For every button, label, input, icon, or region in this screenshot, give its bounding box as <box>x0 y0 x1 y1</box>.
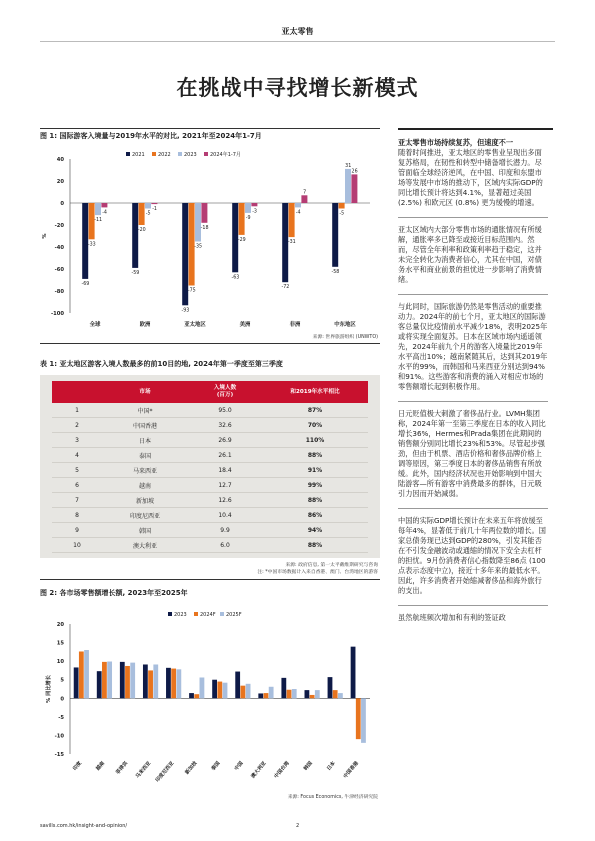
y-tick-label: 15 <box>56 640 64 647</box>
bar-2023 <box>305 690 310 698</box>
article-divider <box>398 508 548 509</box>
article-column <box>398 132 548 632</box>
y-tick-label: -5 <box>58 714 64 721</box>
category-label: 非洲 <box>289 322 301 328</box>
data-label: -33 <box>87 242 96 248</box>
cell-arrivals: 10.4 <box>188 508 262 523</box>
bar-2024F <box>148 670 153 698</box>
legend-swatch <box>168 612 172 616</box>
table-header-market: 市场 <box>102 381 188 403</box>
bar-2024F <box>102 662 107 698</box>
category-label: 印度尼西亚 <box>154 760 176 784</box>
cell-vs-2019: 91% <box>262 463 368 478</box>
cell-market: 新加坡 <box>102 493 188 508</box>
bar-2025F <box>200 677 205 698</box>
data-label: -29 <box>237 237 246 243</box>
fig1-chart <box>40 141 380 331</box>
table-header-rank <box>52 381 102 403</box>
bar-2025F <box>338 693 343 698</box>
article-paragraph-1: 随着时间推进，亚太地区的零售业呈现出多面复苏格局，在韧性和转型中储备增长潜力。尽管面临全球经济逆风，在中国、印度和东盟市场等发展中市场的推动下，区域内实际GDP的同比增长预计将达到4.1%，显著超过美国 (2.5%) 和欧元区 (0.8%) 更为缓慢的增速。 <box>398 148 543 207</box>
fig1-title: 图 1: 国际游客入境量与2019年水平的对比, 2021年至2024年1-7月 <box>40 132 262 140</box>
bar-2025F <box>315 690 320 698</box>
article-paragraph-2: 亚太区域内大部分零售市场的通胀情况有所缓解，通胀率多已降至或接近目标范围内。然而，尽管全年利率和政策利率趋于稳定，这并未完全转化为消费者信心，尤其在中国，对债务水平和商业前景的担忧进一步影响了消费情绪。 <box>398 225 542 284</box>
cell-rank: 7 <box>52 493 102 508</box>
data-label: -75 <box>187 288 196 294</box>
y-tick-label: -15 <box>54 752 64 758</box>
bar-2023 <box>195 203 201 242</box>
cell-arrivals: 32.6 <box>188 418 262 433</box>
cell-vs-2019: 88% <box>262 493 368 508</box>
bar-2024F <box>194 694 199 698</box>
cell-arrivals: 6.0 <box>188 538 262 553</box>
legend-label: 2022 <box>158 152 171 158</box>
bar-2023 <box>258 693 263 698</box>
bar-2025F <box>292 689 297 698</box>
cell-vs-2019: 88% <box>262 538 368 553</box>
category-label: 中东地区 <box>334 322 356 328</box>
cell-rank: 5 <box>52 463 102 478</box>
category-label: 马来西亚 <box>134 760 153 780</box>
data-label: -63 <box>231 275 240 281</box>
category-label: 欧洲 <box>139 322 151 328</box>
cell-vs-2019: 110% <box>262 433 368 448</box>
table-header-vs-2019: 和2019年水平相比 <box>262 381 368 403</box>
y-tick-label: -60 <box>54 267 64 273</box>
category-label: 美洲 <box>239 322 251 328</box>
bar-2024年1-7月 <box>301 195 307 203</box>
table-header-row <box>52 381 368 403</box>
category-label: 越南 <box>95 760 107 772</box>
table1 <box>52 381 368 553</box>
header-divider <box>40 41 555 42</box>
footer-url[interactable]: savills.com.hk/insight-and-opinion/ <box>40 823 128 829</box>
category-label: 泰国 <box>210 760 222 772</box>
bar-2025F <box>223 683 228 699</box>
table-row <box>52 538 368 553</box>
legend-swatch <box>194 612 198 616</box>
y-tick-label: 40 <box>56 157 64 163</box>
cell-market: 韩国 <box>102 523 188 538</box>
y-tick-label: 5 <box>60 677 64 684</box>
category-label: 亚太地区 <box>184 322 206 328</box>
legend-label: 2021 <box>132 152 145 158</box>
bar-2024年1-7月 <box>351 174 357 203</box>
table1-panel <box>40 375 380 558</box>
data-label: 31 <box>345 163 352 169</box>
bar-2021 <box>332 203 338 267</box>
bar-2024年1-7月 <box>201 203 207 223</box>
bar-2024F <box>333 690 338 698</box>
cell-market: 中国香港 <box>102 418 188 433</box>
cell-market: 中国* <box>102 403 188 418</box>
article-divider <box>398 294 548 295</box>
y-axis-label: % 同比增长 <box>46 675 52 703</box>
category-label: 菲律宾 <box>114 760 130 776</box>
fig1-source: 来源: 世界旅游组织 (UNWTO) <box>312 335 378 340</box>
article-heading: 亚太零售市场持续复苏，但速度不一 <box>398 138 514 147</box>
bar-2022 <box>139 203 145 225</box>
table-row <box>52 523 368 538</box>
data-label: 26 <box>351 169 358 175</box>
legend-swatch <box>126 152 130 156</box>
y-tick-label: -100 <box>51 311 64 317</box>
data-label: -5 <box>339 211 345 217</box>
data-label: -35 <box>194 244 203 250</box>
cell-market: 泰国 <box>102 448 188 463</box>
y-tick-label: -10 <box>54 733 64 740</box>
data-label: -20 <box>137 228 146 233</box>
data-label: -93 <box>181 308 190 314</box>
bar-2024F <box>264 693 269 698</box>
article-divider <box>398 217 548 218</box>
category-label: 日本 <box>325 760 337 772</box>
fig1-bottom-rule <box>40 343 380 344</box>
bar-2023 <box>97 671 102 698</box>
table-row <box>52 508 368 523</box>
fig2-title: 图 2: 各市场零售额增长额, 2023年至2025年 <box>40 589 188 597</box>
fig1-top-rule <box>40 128 380 129</box>
cell-vs-2019: 86% <box>262 508 368 523</box>
cell-market: 印度尼西亚 <box>102 508 188 523</box>
bar-2023 <box>212 680 217 699</box>
data-label: 7 <box>303 190 307 196</box>
data-label: -58 <box>331 269 340 275</box>
bar-2023 <box>345 169 351 203</box>
legend-swatch <box>204 152 208 156</box>
bar-2025F <box>176 669 181 698</box>
data-label: -4 <box>295 210 301 216</box>
data-label: -1 <box>152 207 157 213</box>
bar-2023 <box>245 203 251 213</box>
bar-2023 <box>189 693 194 698</box>
article-divider <box>398 401 548 402</box>
bar-2025F <box>246 684 251 698</box>
y-tick-label: -40 <box>54 245 64 251</box>
data-label: -18 <box>200 225 209 231</box>
fig2-chart <box>40 600 380 794</box>
bar-2024F <box>287 690 292 699</box>
legend-swatch <box>220 612 224 616</box>
cell-arrivals: 9.9 <box>188 523 262 538</box>
category-label: 印度 <box>72 760 84 772</box>
table-row <box>52 493 368 508</box>
bar-2025F <box>84 650 89 698</box>
cell-rank: 6 <box>52 478 102 493</box>
bar-2024F <box>310 695 315 698</box>
table-row <box>52 433 368 448</box>
cell-market: 马来西亚 <box>102 463 188 478</box>
cell-arrivals: 95.0 <box>188 403 262 418</box>
cell-market: 澳大利亚 <box>102 538 188 553</box>
cell-market: 越南 <box>102 478 188 493</box>
cell-arrivals: 12.6 <box>188 493 262 508</box>
legend-swatch <box>178 152 182 156</box>
bar-2023 <box>143 664 148 698</box>
category-label: 全球 <box>89 322 101 328</box>
bar-2021 <box>132 203 138 268</box>
table1-source: 来源: 政府信息, 第一太平戴维斯研究与咨询 <box>285 563 378 568</box>
y-tick-label: -80 <box>54 289 64 295</box>
data-label: -9 <box>245 215 251 221</box>
cell-market: 日本 <box>102 433 188 448</box>
cell-vs-2019: 70% <box>262 418 368 433</box>
cell-vs-2019: 87% <box>262 403 368 418</box>
data-label: -72 <box>281 285 290 291</box>
y-tick-label: 10 <box>56 659 64 666</box>
page-title: 在挑战中寻找增长新模式 <box>176 76 419 100</box>
cell-rank: 2 <box>52 418 102 433</box>
y-tick-label: 20 <box>56 622 64 628</box>
bar-2023 <box>74 667 79 698</box>
bar-2025F <box>107 662 112 699</box>
bar-2024年1-7月 <box>251 203 257 206</box>
cell-arrivals: 18.4 <box>188 463 262 478</box>
cell-rank: 3 <box>52 433 102 448</box>
table-row <box>52 448 368 463</box>
bar-2024F <box>240 686 245 699</box>
table1-note: 注: *中国市场数据计入来自香港、澳门、台湾地区的游客 <box>257 570 378 575</box>
data-label: -31 <box>287 240 296 246</box>
legend-label: 2024F <box>200 612 216 618</box>
legend-swatch <box>152 152 156 156</box>
category-label: 中国台湾 <box>273 760 291 780</box>
bar-2024年1-7月 <box>101 203 107 207</box>
table1-title: 表 1: 亚太地区游客入境人数最多的前10目的地, 2024年第一季度至第三季度 <box>40 360 283 368</box>
bar-2024F <box>217 682 222 699</box>
cell-arrivals: 12.7 <box>188 478 262 493</box>
table1-bottom-rule <box>40 579 380 580</box>
bar-2022 <box>239 203 245 235</box>
bar-2025F <box>269 687 274 699</box>
cell-arrivals: 26.9 <box>188 433 262 448</box>
cell-vs-2019: 94% <box>262 523 368 538</box>
article-top-bar <box>398 128 553 130</box>
category-label: 中国香港 <box>342 760 360 780</box>
bar-2022 <box>289 203 295 237</box>
data-label: -4 <box>102 210 107 216</box>
category-label: 韩国 <box>302 760 314 772</box>
bar-2024F <box>356 698 361 739</box>
table-row <box>52 418 368 433</box>
bar-2023 <box>328 677 333 698</box>
bar-2025F <box>153 664 158 698</box>
y-tick-label: 0 <box>60 696 64 703</box>
data-label: -69 <box>81 281 90 287</box>
legend-label: 2023 <box>174 612 187 618</box>
y-tick-label: 0 <box>60 201 64 207</box>
legend-label: 2023 <box>184 152 197 158</box>
cell-arrivals: 26.1 <box>188 448 262 463</box>
bar-2023 <box>235 672 240 699</box>
data-label: -11 <box>94 218 103 224</box>
y-tick-label: -20 <box>54 223 64 229</box>
bar-2024F <box>171 669 176 699</box>
table-row <box>52 403 368 418</box>
table-row <box>52 478 368 493</box>
y-axis-label: % <box>42 233 48 239</box>
data-label: -3 <box>252 209 257 215</box>
bar-2022 <box>339 203 345 209</box>
bar-2024年1-7月 <box>151 203 157 204</box>
bar-2024F <box>125 666 130 698</box>
cell-rank: 4 <box>52 448 102 463</box>
cell-vs-2019: 88% <box>262 448 368 463</box>
fig2-source: 来源: Focus Economics, 牛津经济研究院 <box>287 795 378 800</box>
page-number: 2 <box>296 823 300 829</box>
data-label: -59 <box>131 270 140 276</box>
section-header: 亚太零售 <box>281 27 314 36</box>
bar-2023 <box>351 647 356 699</box>
article-paragraph-6: 虽然航班频次增加和有利的签证政 <box>398 613 506 622</box>
y-tick-label: 20 <box>56 179 64 185</box>
article-paragraph-3: 与此同时，国际旅游仍然是零售活动的重要推动力。2024年的前七个月，亚太地区的国际游客总量仅比疫情前水平减少18%，表明2025年或将实现全面复苏。日本在区域市场内遥遥领先，2024年前九个月的游客入境量比2019年水平高出10%；越南紧随其后，达到其2019年水平的99%，而韩国和马来西亚分别达到94%和91%。这些游客和消费的涌入对相应市场的零售额增长起到积极作用。 <box>398 302 548 391</box>
cell-rank: 10 <box>52 538 102 553</box>
category-label: 中国 <box>233 760 245 772</box>
table-row <box>52 463 368 478</box>
legend-label: 2024年1-7月 <box>210 152 241 158</box>
article-divider <box>398 605 548 606</box>
bar-2023 <box>295 203 301 207</box>
bar-2023 <box>281 678 286 698</box>
article-paragraph-4: 日元贬值极大刺激了奢侈品行业。LVMH集团称，2024年第一至第三季度在日本的收入同比增长36%，Hermes和Prada集团在此期间的销售额分别同比增长23%和53%。尽管起步强劲，但由于机票、酒店价格和奢侈品牌价格上调等原因，第三季度日本的奢侈品销售有所放缓。此外，国内经济状况也开始影响到中国大陆游客—所有游客中消费最多的群体，日元吸引力因而开始减弱。 <box>398 409 546 498</box>
bar-2023 <box>120 662 125 698</box>
category-label: 澳大利亚 <box>250 760 268 780</box>
data-label: -5 <box>145 211 151 217</box>
bar-2023 <box>95 203 101 215</box>
cell-vs-2019: 99% <box>262 478 368 493</box>
bar-2025F <box>361 698 366 743</box>
bar-2023 <box>145 203 151 209</box>
legend-label: 2025F <box>226 612 242 618</box>
bar-2023 <box>166 668 171 698</box>
article-paragraph-5: 中国的实际GDP增长预计在未来五年将放缓至每年4%，显著低于前几十年两位数的增长。国家总债务现已达到GDP的280%，引发其能否在不引发金融波动或通缩的情况下安全去杠杆的担忧。9月份消费者信心指数降至86点 (100点表示态度中立)，接近十多年来的最低水平。因此，许多消费者开始缩减奢侈品和海外旅行的支出。 <box>398 516 546 595</box>
table-header-arrivals: 入境人数 (百万) <box>188 381 262 403</box>
cell-rank: 1 <box>52 403 102 418</box>
cell-rank: 8 <box>52 508 102 523</box>
bar-2021 <box>82 203 88 279</box>
bar-2024F <box>79 651 84 698</box>
bar-2025F <box>130 663 135 699</box>
category-label: 新加坡 <box>184 760 199 776</box>
cell-rank: 9 <box>52 523 102 538</box>
